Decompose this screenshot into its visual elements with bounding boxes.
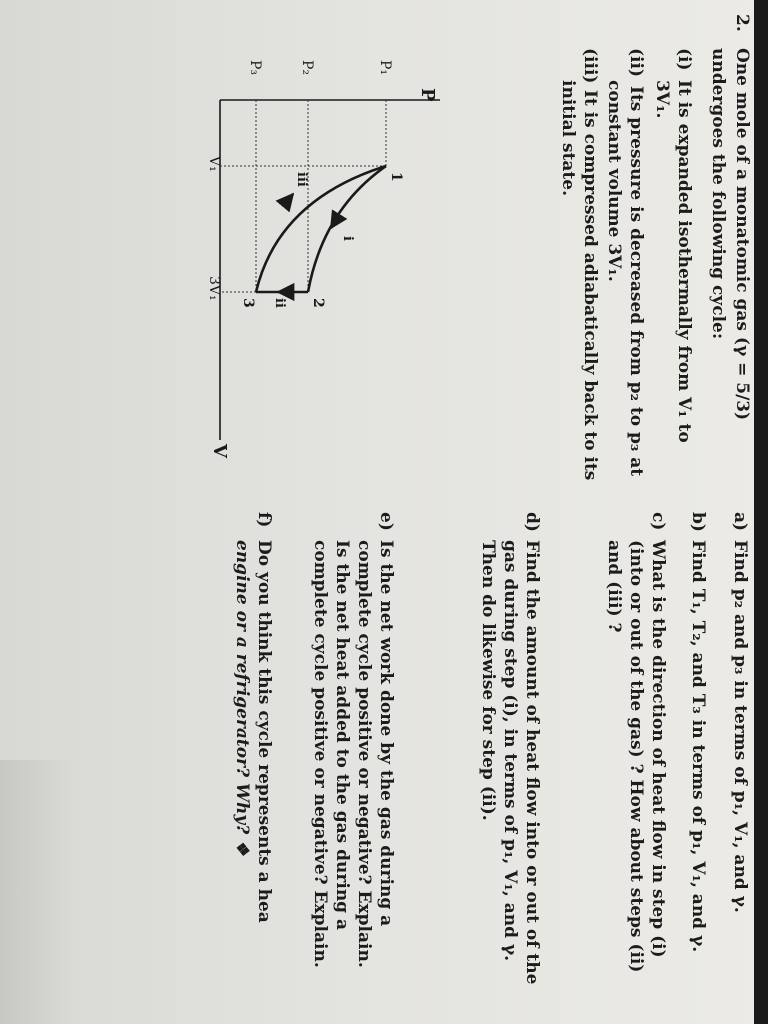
question-e-line-4: complete cycle positive or negative? Explain. [310, 540, 330, 968]
step-iii-label: (iii) [580, 48, 600, 84]
question-e-line-1: Is the net work done by the gas during a [376, 540, 396, 927]
step-i-line-2: 3V₁. [652, 80, 672, 119]
step-iii-line-1: It is compressed adiabatically back to its [580, 90, 600, 481]
question-c-line-1: What is the direction of heat flow in step (i) [648, 540, 668, 958]
axis-v-label: V [209, 444, 230, 458]
step-ii-label: (ii) [626, 48, 646, 78]
arrow-step-iii [288, 194, 293, 200]
adiabat-step-iii [256, 166, 386, 292]
step-iii-line-2: initial state. [558, 80, 578, 197]
question-d-line-2: gas during step (i), in terms of p₁, V₁, and γ. [500, 540, 520, 962]
question-d-line-1: Find the amount of heat flow into or out of the [522, 540, 542, 985]
intro-line-2: undergoes the following cycle: [708, 48, 728, 340]
problem-number: 2. [732, 14, 752, 32]
isotherm-step-i [308, 166, 386, 292]
question-e-line-2: complete cycle positive or negative? Explain. [354, 540, 374, 968]
question-f-line-1: Do you think this cycle represents a hea [254, 540, 274, 923]
v1-tick-label: V₁ [206, 156, 222, 172]
top-rule [754, 0, 768, 1024]
question-a-line-1: Find p₂ and p₃ in terms of p₁, V₁, and γ. [730, 540, 750, 913]
step-ii-line-1: Its pressure is decreased from p₂ to p₃ at [626, 86, 646, 477]
question-d-label: d) [522, 512, 542, 532]
axis-p-label: P [417, 88, 438, 102]
question-a-label: a) [730, 512, 750, 532]
question-d-line-3: Then do likewise for step (ii). [478, 540, 498, 821]
question-f-label: f) [254, 512, 274, 528]
v3-tick-label: 3V₁ [206, 276, 222, 301]
point-1-label: 1 [388, 172, 404, 182]
step-i-line-1: It is expanded isothermally from V₁ to [674, 80, 694, 443]
point-3-label: 3 [240, 298, 256, 308]
step-i-label: (i) [674, 48, 694, 71]
question-e-line-3: Is the net heat added to the gas during a [332, 540, 352, 930]
question-c-line-3: and (iii) ? [604, 540, 624, 633]
intro-line-1: One mole of a monatomic gas (γ = 5/3) [732, 48, 752, 421]
question-b-label: b) [688, 512, 708, 532]
step-ii-graph-label: ii [272, 298, 287, 308]
pv-diagram [208, 60, 448, 480]
p3-tick-label: P₃ [247, 60, 263, 76]
page-shadow [0, 760, 78, 1024]
step-i-graph-label: i [340, 236, 355, 241]
question-c-label: c) [648, 512, 668, 531]
question-f-line-2: engine or a refrigerator? Why? ❖ [232, 540, 252, 856]
question-e-label: e) [376, 512, 396, 531]
point-2-label: 2 [310, 298, 326, 308]
question-c-line-2: (into or out of the gas) ? How about steps (ii) [626, 540, 646, 973]
p2-tick-label: P₂ [299, 60, 315, 76]
p1-tick-label: P₁ [377, 60, 393, 76]
question-b-line-1: Find T₁, T₂, and T₃ in terms of p₁, V₁, and γ. [688, 540, 708, 953]
step-ii-line-2: constant volume 3V₁. [604, 80, 624, 282]
step-iii-graph-label: iii [294, 172, 309, 187]
